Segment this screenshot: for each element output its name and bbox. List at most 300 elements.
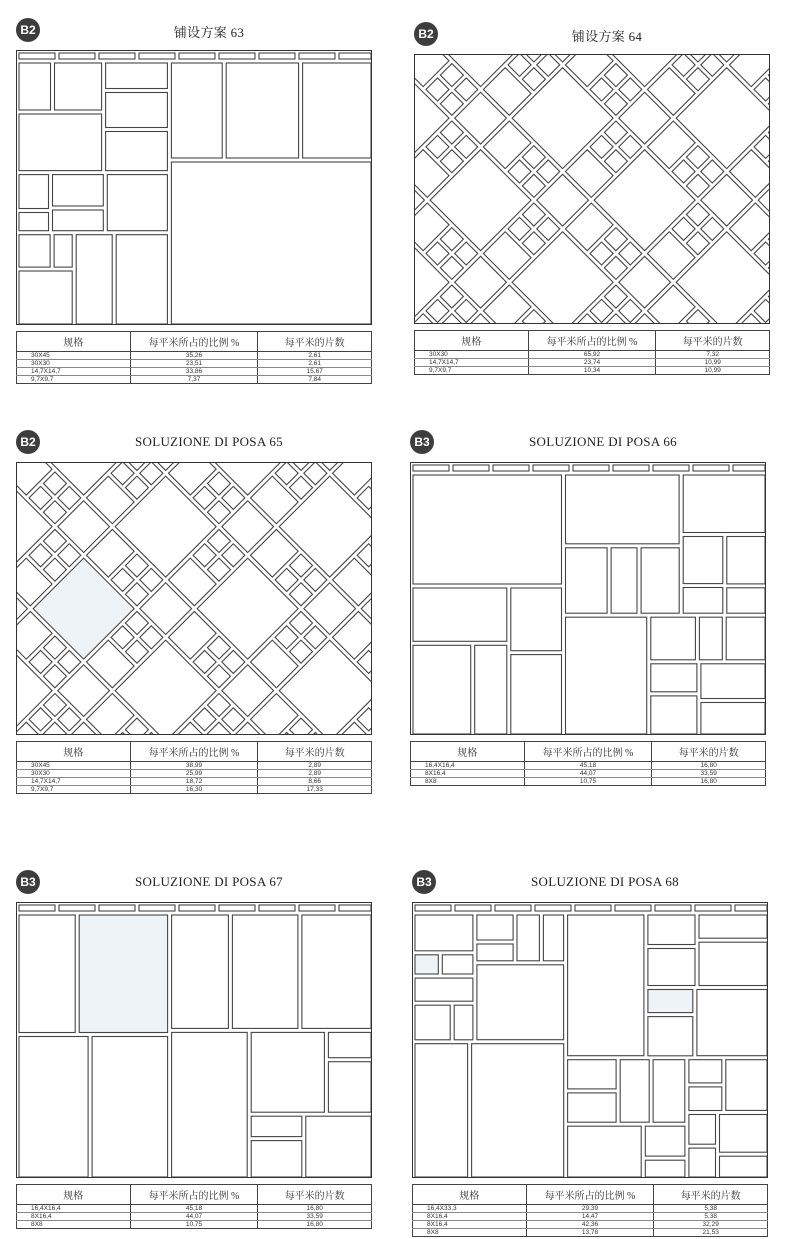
cell-pieces: 33,59 (258, 1213, 372, 1221)
tile (111, 462, 134, 485)
layout-panel-65 (16, 430, 372, 794)
tile (171, 63, 222, 158)
tile (568, 1060, 617, 1089)
table-row (17, 778, 372, 786)
tile (683, 475, 765, 533)
tile (53, 210, 104, 231)
tile (453, 465, 489, 471)
tile (522, 146, 545, 169)
tile (207, 636, 230, 659)
table-row (413, 1213, 768, 1221)
tile (455, 242, 478, 265)
tile (726, 617, 765, 660)
cell-size: 8X16,4 (17, 1213, 131, 1221)
tile-pattern-diagram (414, 54, 770, 324)
tile (613, 465, 649, 471)
spec-table (16, 741, 372, 794)
cell-size: 8X16,4 (413, 1221, 527, 1229)
tile (43, 529, 66, 552)
tile (299, 905, 335, 911)
tile (651, 617, 696, 660)
layout-title: SOLUZIONE DI POSA 66 (529, 434, 677, 449)
cell-pieces: 2,61 (258, 360, 372, 368)
tile (371, 529, 372, 552)
tile (125, 476, 148, 499)
tile (172, 1032, 248, 1177)
tile (575, 905, 611, 911)
tile (511, 588, 562, 651)
tile (125, 611, 148, 634)
tile (171, 162, 371, 324)
tile (43, 501, 66, 524)
tile (454, 1005, 473, 1040)
tile (106, 63, 168, 89)
tile (289, 554, 312, 577)
tile (99, 53, 135, 59)
tile (672, 217, 695, 240)
tile (604, 92, 627, 115)
tile (140, 626, 163, 649)
tile (339, 905, 371, 911)
tile (568, 1093, 617, 1122)
tile (99, 905, 135, 911)
tile (111, 568, 134, 591)
cell-pieces: 2,89 (258, 770, 372, 778)
tile (701, 703, 765, 735)
tile (275, 626, 298, 649)
table-row (17, 1221, 372, 1229)
cell-size: 30X45 (17, 352, 131, 360)
tile (701, 54, 724, 76)
layout-panel-67 (16, 870, 372, 1229)
cell-pieces: 17,33 (258, 786, 372, 794)
tile (371, 501, 372, 524)
tile (543, 915, 563, 961)
cell-pieces: 16,80 (258, 1221, 372, 1229)
spec-table (410, 741, 766, 786)
tile (533, 465, 569, 471)
tile (689, 1115, 716, 1145)
series-badge: B2 (16, 430, 40, 454)
tile (58, 486, 81, 509)
tile (259, 905, 295, 911)
cell-size: 8X8 (411, 778, 525, 786)
tile (306, 1116, 371, 1177)
tile (222, 708, 245, 731)
tile (371, 636, 372, 659)
tile (19, 235, 50, 267)
layout-title: SOLUZIONE DI POSA 68 (531, 874, 679, 889)
tile (426, 78, 449, 101)
tile (701, 160, 724, 183)
tile (139, 905, 175, 911)
tile (193, 486, 216, 509)
tile (672, 54, 695, 76)
tile (92, 1037, 168, 1178)
tile (455, 78, 478, 101)
tile (371, 472, 372, 495)
cell-size: 9,7X9,7 (17, 376, 131, 384)
table-row (17, 770, 372, 778)
col-header-size: 规格 (17, 1185, 131, 1205)
tile (19, 213, 49, 231)
series-badge: B3 (410, 430, 434, 454)
tile (699, 617, 722, 660)
tile (648, 1017, 693, 1056)
cell-percentage: 18,72 (130, 778, 258, 786)
tile (371, 558, 372, 581)
col-header-percentage: 每平米所占的比例 % (528, 331, 656, 351)
tile (19, 915, 75, 1033)
spec-table (16, 1184, 372, 1229)
table-row (17, 762, 372, 770)
tile (440, 285, 463, 308)
tile (590, 135, 613, 158)
layout-panel-64 (414, 22, 770, 375)
tile (19, 114, 102, 171)
tile (55, 63, 102, 110)
tile (304, 568, 327, 591)
cell-size: 14,7X14,7 (17, 778, 131, 786)
cell-size: 8X8 (413, 1229, 527, 1237)
tile (619, 242, 642, 265)
tile (58, 650, 81, 673)
cell-size: 14,7X14,7 (17, 368, 131, 376)
cell-pieces: 5,38 (654, 1213, 768, 1221)
tile (511, 655, 562, 734)
tile (522, 68, 545, 91)
table-row (411, 762, 766, 770)
tile (16, 462, 52, 495)
tile (413, 465, 449, 471)
tile (440, 92, 463, 115)
tile (440, 256, 463, 279)
tile (701, 217, 724, 240)
tile (645, 1160, 685, 1177)
tile (508, 160, 531, 183)
cell-size: 30X30 (17, 360, 131, 368)
table-row (17, 352, 372, 360)
tile (440, 121, 463, 144)
tile (495, 905, 531, 911)
col-header-percentage: 每平米所占的比例 % (130, 742, 258, 762)
cell-percentage: 44,07 (524, 770, 652, 778)
tile (537, 54, 560, 76)
tile (43, 558, 66, 581)
tile (590, 78, 613, 101)
tile (426, 242, 449, 265)
tile (54, 235, 72, 267)
tile (328, 1062, 371, 1113)
tile (207, 472, 230, 495)
tile (275, 568, 298, 591)
tile (701, 664, 765, 699)
cell-percentage: 33,86 (130, 368, 258, 376)
table-row (17, 786, 372, 794)
tile (59, 53, 95, 59)
tile (106, 93, 168, 128)
tile (415, 1005, 450, 1040)
tile (219, 53, 255, 59)
tile (440, 228, 463, 251)
tile (568, 1126, 642, 1177)
tile (619, 135, 642, 158)
tile (440, 150, 463, 173)
tile (699, 915, 767, 938)
tile (522, 174, 545, 197)
tile (58, 544, 81, 567)
col-header-percentage: 每平米所占的比例 % (130, 1185, 258, 1205)
table-row (415, 359, 770, 367)
table-row (415, 351, 770, 359)
tile (413, 588, 507, 641)
tile (440, 64, 463, 87)
cell-size: 14,7X14,7 (415, 359, 529, 367)
tile (604, 285, 627, 308)
layout-panel-68 (412, 870, 768, 1237)
tile (232, 915, 298, 1028)
tile (43, 693, 66, 716)
tile (648, 949, 695, 986)
tile (16, 476, 52, 577)
col-header-size: 规格 (411, 742, 525, 762)
tile (251, 1032, 324, 1112)
tile (566, 617, 647, 734)
cell-percentage: 44,07 (130, 1213, 258, 1221)
tile (371, 693, 372, 716)
tile (79, 915, 167, 1033)
tile (455, 905, 491, 911)
tile (477, 944, 513, 961)
table-row (411, 778, 766, 786)
tile (651, 696, 697, 734)
table-row (413, 1205, 768, 1213)
cell-size: 16,4X16,4 (17, 1205, 131, 1213)
tile (720, 1115, 768, 1153)
cell-percentage: 45,18 (524, 762, 652, 770)
tile (426, 299, 449, 322)
tile (29, 650, 52, 673)
cell-size: 8X8 (17, 1221, 131, 1229)
cell-percentage: 10,34 (528, 367, 656, 375)
tile (222, 486, 245, 509)
table-row (411, 770, 766, 778)
tile (686, 174, 709, 197)
tile (566, 548, 608, 613)
tile (415, 955, 438, 974)
tile (426, 135, 449, 158)
tile (573, 465, 609, 471)
tile (472, 1044, 564, 1177)
tile (720, 1156, 768, 1177)
tile (29, 708, 52, 731)
tile (19, 175, 49, 209)
col-header-pieces: 每平米的片数 (652, 742, 766, 762)
tile (139, 53, 175, 59)
cell-percentage: 35,26 (130, 352, 258, 360)
tile (275, 462, 298, 485)
tile (43, 665, 66, 688)
cell-size: 9,7X9,7 (415, 367, 529, 375)
cell-pieces: 7,84 (258, 376, 372, 384)
tile (455, 135, 478, 158)
table-row (17, 368, 372, 376)
tile (302, 915, 371, 1028)
tile (689, 1060, 722, 1083)
tile (251, 1141, 302, 1177)
cell-pieces: 2,61 (258, 352, 372, 360)
tile (590, 242, 613, 265)
tile (537, 217, 560, 240)
tile (76, 235, 112, 324)
layout-title: SOLUZIONE DI POSA 65 (135, 434, 283, 449)
tile (219, 905, 255, 911)
tile (686, 232, 709, 255)
series-badge: B2 (414, 22, 438, 46)
tile (19, 905, 55, 911)
tile (568, 915, 644, 1056)
tile (455, 299, 478, 322)
cell-pieces: 16,80 (258, 1205, 372, 1213)
tile (339, 53, 371, 59)
tile (58, 708, 81, 731)
cell-percentage: 65,92 (528, 351, 656, 359)
tile (116, 235, 167, 324)
cell-pieces: 32,29 (654, 1221, 768, 1229)
col-header-size: 规格 (415, 331, 529, 351)
tile (645, 1126, 685, 1156)
tile (251, 1116, 302, 1136)
cell-pieces: 10,99 (656, 359, 770, 367)
tile (53, 175, 104, 206)
table-row (413, 1221, 768, 1229)
tile (207, 529, 230, 552)
tile (415, 915, 473, 951)
layout-panel-66 (410, 430, 766, 786)
col-header-size: 规格 (17, 742, 131, 762)
tile (590, 299, 613, 322)
tile (328, 1032, 371, 1057)
tile (106, 132, 168, 171)
tile (193, 544, 216, 567)
tile (125, 583, 148, 606)
tile (619, 78, 642, 101)
col-header-pieces: 每平米的片数 (258, 742, 372, 762)
tile (179, 905, 215, 911)
cell-percentage: 25,99 (130, 770, 258, 778)
tile (689, 1087, 722, 1111)
cell-percentage: 10,75 (524, 778, 652, 786)
tile (655, 905, 691, 911)
tile (43, 472, 66, 495)
tile (289, 611, 312, 634)
tile (735, 905, 767, 911)
tile (413, 645, 471, 734)
tile (566, 475, 680, 544)
tile (672, 160, 695, 183)
col-header-percentage: 每平米所占的比例 % (130, 332, 258, 352)
tile (226, 63, 298, 158)
tile (727, 537, 765, 584)
layout-title: 铺设方案 63 (173, 25, 245, 40)
tile (299, 53, 335, 59)
tile-pattern-diagram (16, 462, 372, 735)
tile (19, 271, 72, 324)
tile (125, 640, 148, 663)
cell-pieces: 2,89 (258, 762, 372, 770)
tile (683, 537, 723, 584)
tile (620, 1060, 649, 1123)
tile (140, 568, 163, 591)
col-header-pieces: 每平米的片数 (654, 1185, 768, 1205)
tile (207, 693, 230, 716)
tile (413, 475, 562, 584)
tile (686, 146, 709, 169)
cell-percentage: 16,30 (130, 786, 258, 794)
cell-percentage: 13,78 (526, 1229, 654, 1237)
tile-pattern-diagram (16, 902, 372, 1178)
cell-pieces: 16,80 (652, 778, 766, 786)
tile (619, 299, 642, 322)
tile (289, 583, 312, 606)
cell-size: 9,7X9,7 (17, 786, 131, 794)
col-header-size: 规格 (17, 332, 131, 352)
tile (289, 476, 312, 499)
cell-percentage: 7,37 (130, 376, 258, 384)
tile (304, 462, 327, 485)
spec-table (414, 330, 770, 375)
tile (19, 53, 55, 59)
cell-pieces: 7,32 (656, 351, 770, 359)
tile (442, 955, 473, 974)
cell-percentage: 38,99 (130, 762, 258, 770)
tile-pattern-diagram (412, 902, 768, 1178)
cell-percentage: 45,18 (130, 1205, 258, 1213)
tile (43, 636, 66, 659)
tile (415, 905, 451, 911)
cell-percentage: 42,36 (526, 1221, 654, 1229)
tile (371, 665, 372, 688)
cell-size: 30X30 (415, 351, 529, 359)
layout-title: 铺设方案 64 (571, 29, 643, 44)
tile (697, 990, 767, 1056)
col-header-percentage: 每平米所占的比例 % (524, 742, 652, 762)
cell-pieces: 16,80 (652, 762, 766, 770)
cell-percentage: 23,74 (528, 359, 656, 367)
tile (222, 544, 245, 567)
tile (726, 1060, 767, 1111)
col-header-pieces: 每平米的片数 (258, 1185, 372, 1205)
tile (508, 217, 531, 240)
tile-pattern-diagram (410, 462, 766, 735)
tile (604, 121, 627, 144)
cell-pieces: 10,99 (656, 367, 770, 375)
table-row (415, 367, 770, 375)
tile (699, 942, 767, 985)
tile (641, 548, 679, 613)
cell-pieces: 33,59 (652, 770, 766, 778)
tile (259, 53, 295, 59)
spec-table (16, 331, 372, 384)
tile (193, 650, 216, 673)
tile (29, 544, 52, 567)
tile (604, 228, 627, 251)
cell-percentage: 29,39 (526, 1205, 654, 1213)
tile (140, 462, 163, 485)
tile (371, 722, 372, 735)
tile (683, 588, 723, 614)
cell-size: 8X16,4 (413, 1213, 527, 1221)
